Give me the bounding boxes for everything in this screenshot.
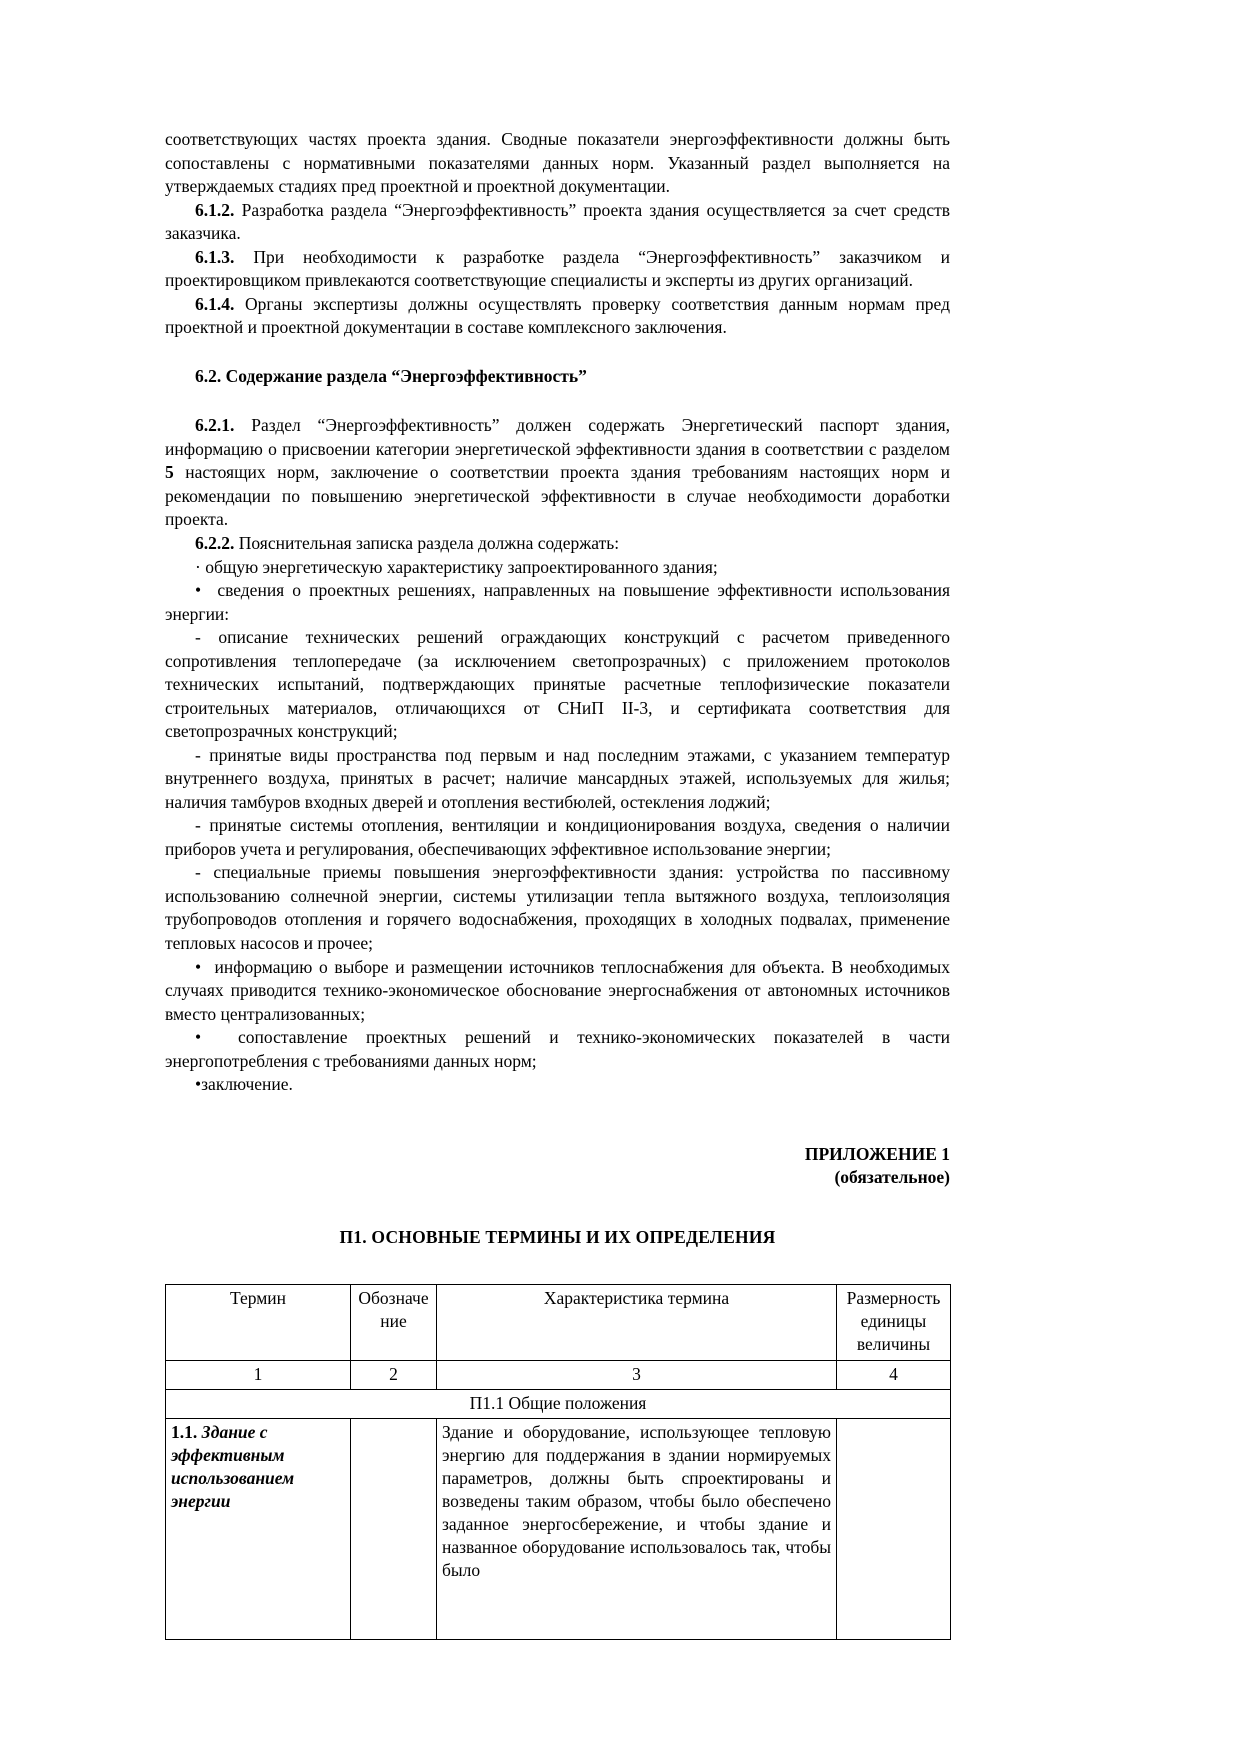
appendix-label: ПРИЛОЖЕНИЕ 1 bbox=[804, 1143, 950, 1164]
list-item bbox=[165, 626, 950, 744]
table-header-symbol bbox=[351, 1284, 437, 1360]
paragraph-continuation: соответствующих частях проекта здания. Сводные показатели энергоэффективности должны быть сопоставлены с нормативными показателями данных норм. Указанный раздел выполняется на утверждаемых стадиях пред проектной и проектной документации. bbox=[165, 129, 950, 197]
list-item-text: принятые виды пространства под первым и над последним этажами, с указанием температур внутреннего воздуха, принятых в расчет; наличие мансардных этажей, используемых для жилья; наличия тамбуров входных дверей и отопления вестибюлей, остекления лоджий; bbox=[165, 744, 951, 812]
table-group-heading-row bbox=[166, 1389, 951, 1418]
clause-number-6-2-1: 6.2.1. bbox=[195, 415, 235, 436]
list-marker-dash: - bbox=[195, 862, 201, 883]
list-marker-bullet: • bbox=[195, 956, 202, 977]
paragraph-6-1-4 bbox=[165, 293, 950, 340]
clause-text-6-1-3: При необходимости к разработке раздела “Энергоэффективность” заказчиком и проектировщиком привлекаются соответствующие специалисты и эксперты из других организаций. bbox=[165, 246, 950, 291]
list-marker-dash: - bbox=[195, 744, 201, 765]
paragraph-6-1-2 bbox=[165, 199, 950, 246]
list-item bbox=[165, 1026, 950, 1073]
table-header-dimension-line1: Размерность bbox=[846, 1287, 941, 1308]
appendix-note: (обязательное) bbox=[834, 1167, 950, 1188]
terms-definitions-table bbox=[165, 1284, 951, 1640]
clause-text-6-1-4: Органы экспертизы должны осуществлять проверку соответствия данным нормам пред проектной и проектной документации в составе комплексного заключения. bbox=[165, 293, 950, 338]
list-marker-middot: · bbox=[195, 556, 201, 577]
list-marker-bullet: • bbox=[195, 1027, 202, 1048]
list-item bbox=[165, 956, 950, 1027]
clause-number-6-1-2: 6.1.2. bbox=[195, 199, 235, 220]
list-item-text: сведения о проектных решениях, направленных на повышение эффективности использования энергии: bbox=[165, 580, 950, 624]
section-reference-5: 5 bbox=[165, 462, 174, 483]
table-cell-characteristic: Здание и оборудование, использующее тепловую энергию для поддержания в здании нормируемых параметров, должны быть спроектированы и возведены таким образом, чтобы было обеспечено заданное энергосбережение, и чтобы здание и названное оборудование использовалось так, чтобы было bbox=[437, 1418, 837, 1639]
paragraph-6-2-1 bbox=[165, 414, 950, 532]
column-number-2: 2 bbox=[351, 1360, 437, 1389]
list-item bbox=[165, 579, 950, 626]
list-item-text: заключение. bbox=[201, 1074, 293, 1095]
clause-number-6-1-3: 6.1.3. bbox=[195, 246, 235, 267]
list-item-text: описание технических решений ограждающих конструкций с расчетом приведенного сопротивления теплопередаче (за исключением светопрозрачных) с приложением протоколов технических испытаний, подтверждающих принятые расчетные теплофизические показатели строительных материалов, отличающихся от СНиП II-3, и сертификата соответствия для светопрозрачных конструкций; bbox=[165, 627, 951, 742]
section-heading-6-2: 6.2. Содержание раздела “Энергоэффективность” bbox=[195, 365, 587, 386]
table-cell-dimension bbox=[837, 1418, 951, 1639]
list-item bbox=[165, 744, 950, 815]
term-number: 1.1. bbox=[171, 1421, 198, 1442]
list-marker-dash: - bbox=[195, 627, 201, 648]
table-row bbox=[166, 1418, 951, 1639]
column-number-1: 1 bbox=[166, 1360, 351, 1389]
list-item-text: общую энергетическую характеристику запроектированного здания; bbox=[205, 556, 718, 577]
table-header-symbol-line2: ние bbox=[380, 1310, 407, 1331]
column-number-4: 4 bbox=[837, 1360, 951, 1389]
list-item bbox=[165, 1073, 950, 1097]
list-item bbox=[165, 814, 950, 861]
clause-text-6-2-2: Пояснительная записка раздела должна содержать: bbox=[238, 532, 620, 553]
paragraph-6-1-3 bbox=[165, 246, 950, 293]
clause-number-6-2-2: 6.2.2. bbox=[195, 532, 235, 553]
list-marker-dash: - bbox=[195, 815, 201, 836]
list-item-text: сопоставление проектных решений и технико-экономических показателей в части энергопотребления с требованиями данных норм; bbox=[165, 1027, 951, 1071]
document-body bbox=[165, 128, 950, 1640]
table-cell-term bbox=[166, 1418, 351, 1639]
column-number-3: 3 bbox=[437, 1360, 837, 1389]
list-item-text: принятые системы отопления, вентиляции и кондиционирования воздуха, сведения о наличии приборов учета и регулирования, обеспечивающих эффективное использование энергии; bbox=[165, 815, 951, 859]
table-header-dimension-line3: величины bbox=[856, 1333, 931, 1354]
clause-text-6-2-1-part1: Раздел “Энергоэффективность” должен содержать Энергетический паспорт здания, информацию о присвоении категории энергетической эффективности здания в соответствии с разделом bbox=[165, 415, 951, 459]
table-header-dimension bbox=[837, 1284, 951, 1360]
appendix-header bbox=[165, 1143, 950, 1190]
table-header-symbol-line1: Обозначе bbox=[358, 1287, 429, 1308]
list-item-text: информацию о выборе и размещении источников теплоснабжения для объекта. В необходимых случаях приводится технико-экономическое обоснование энергоснабжения от автономных источников вместо централизованных; bbox=[165, 956, 951, 1024]
table-header-term: Термин bbox=[166, 1284, 351, 1360]
list-item bbox=[165, 556, 950, 580]
table-column-number-row bbox=[166, 1360, 951, 1389]
paragraph-6-2-2 bbox=[165, 532, 950, 556]
table-cell-symbol bbox=[351, 1418, 437, 1639]
list-item bbox=[165, 861, 950, 955]
appendix-title: П1. ОСНОВНЫЕ ТЕРМИНЫ И ИХ ОПРЕДЕЛЕНИЯ bbox=[339, 1226, 776, 1247]
clause-text-6-1-2: Разработка раздела “Энергоэффективность” проекта здания осуществляется за счет средств заказчика. bbox=[165, 199, 951, 244]
list-item-text: специальные приемы повышения энергоэффективности здания: устройства по пассивному использованию солнечной энергии, системы утилизации тепла вытяжного воздуха, теплоизоляция трубопроводов отопления и горячего водоснабжения, проходящих в холодных подвалах, применение тепловых насосов и прочее; bbox=[165, 862, 951, 953]
table-header-dimension-line2: единицы bbox=[860, 1310, 927, 1331]
clause-text-6-2-1-part2: настоящих норм, заключение о соответствии проекта здания требованиям настоящих норм и рекомендации по повышению энергетической эффективности в случае необходимости доработки проекта. bbox=[165, 462, 950, 530]
table-header-characteristic: Характеристика термина bbox=[437, 1284, 837, 1360]
table-header-row bbox=[166, 1284, 951, 1360]
clause-number-6-1-4: 6.1.4. bbox=[195, 293, 235, 314]
list-marker-bullet: • bbox=[195, 1074, 202, 1095]
list-marker-bullet: • bbox=[195, 580, 202, 601]
term-name: Здание с эффективным использованием энергии bbox=[171, 1421, 295, 1511]
table-group-heading: П1.1 Общие положения bbox=[166, 1389, 951, 1418]
